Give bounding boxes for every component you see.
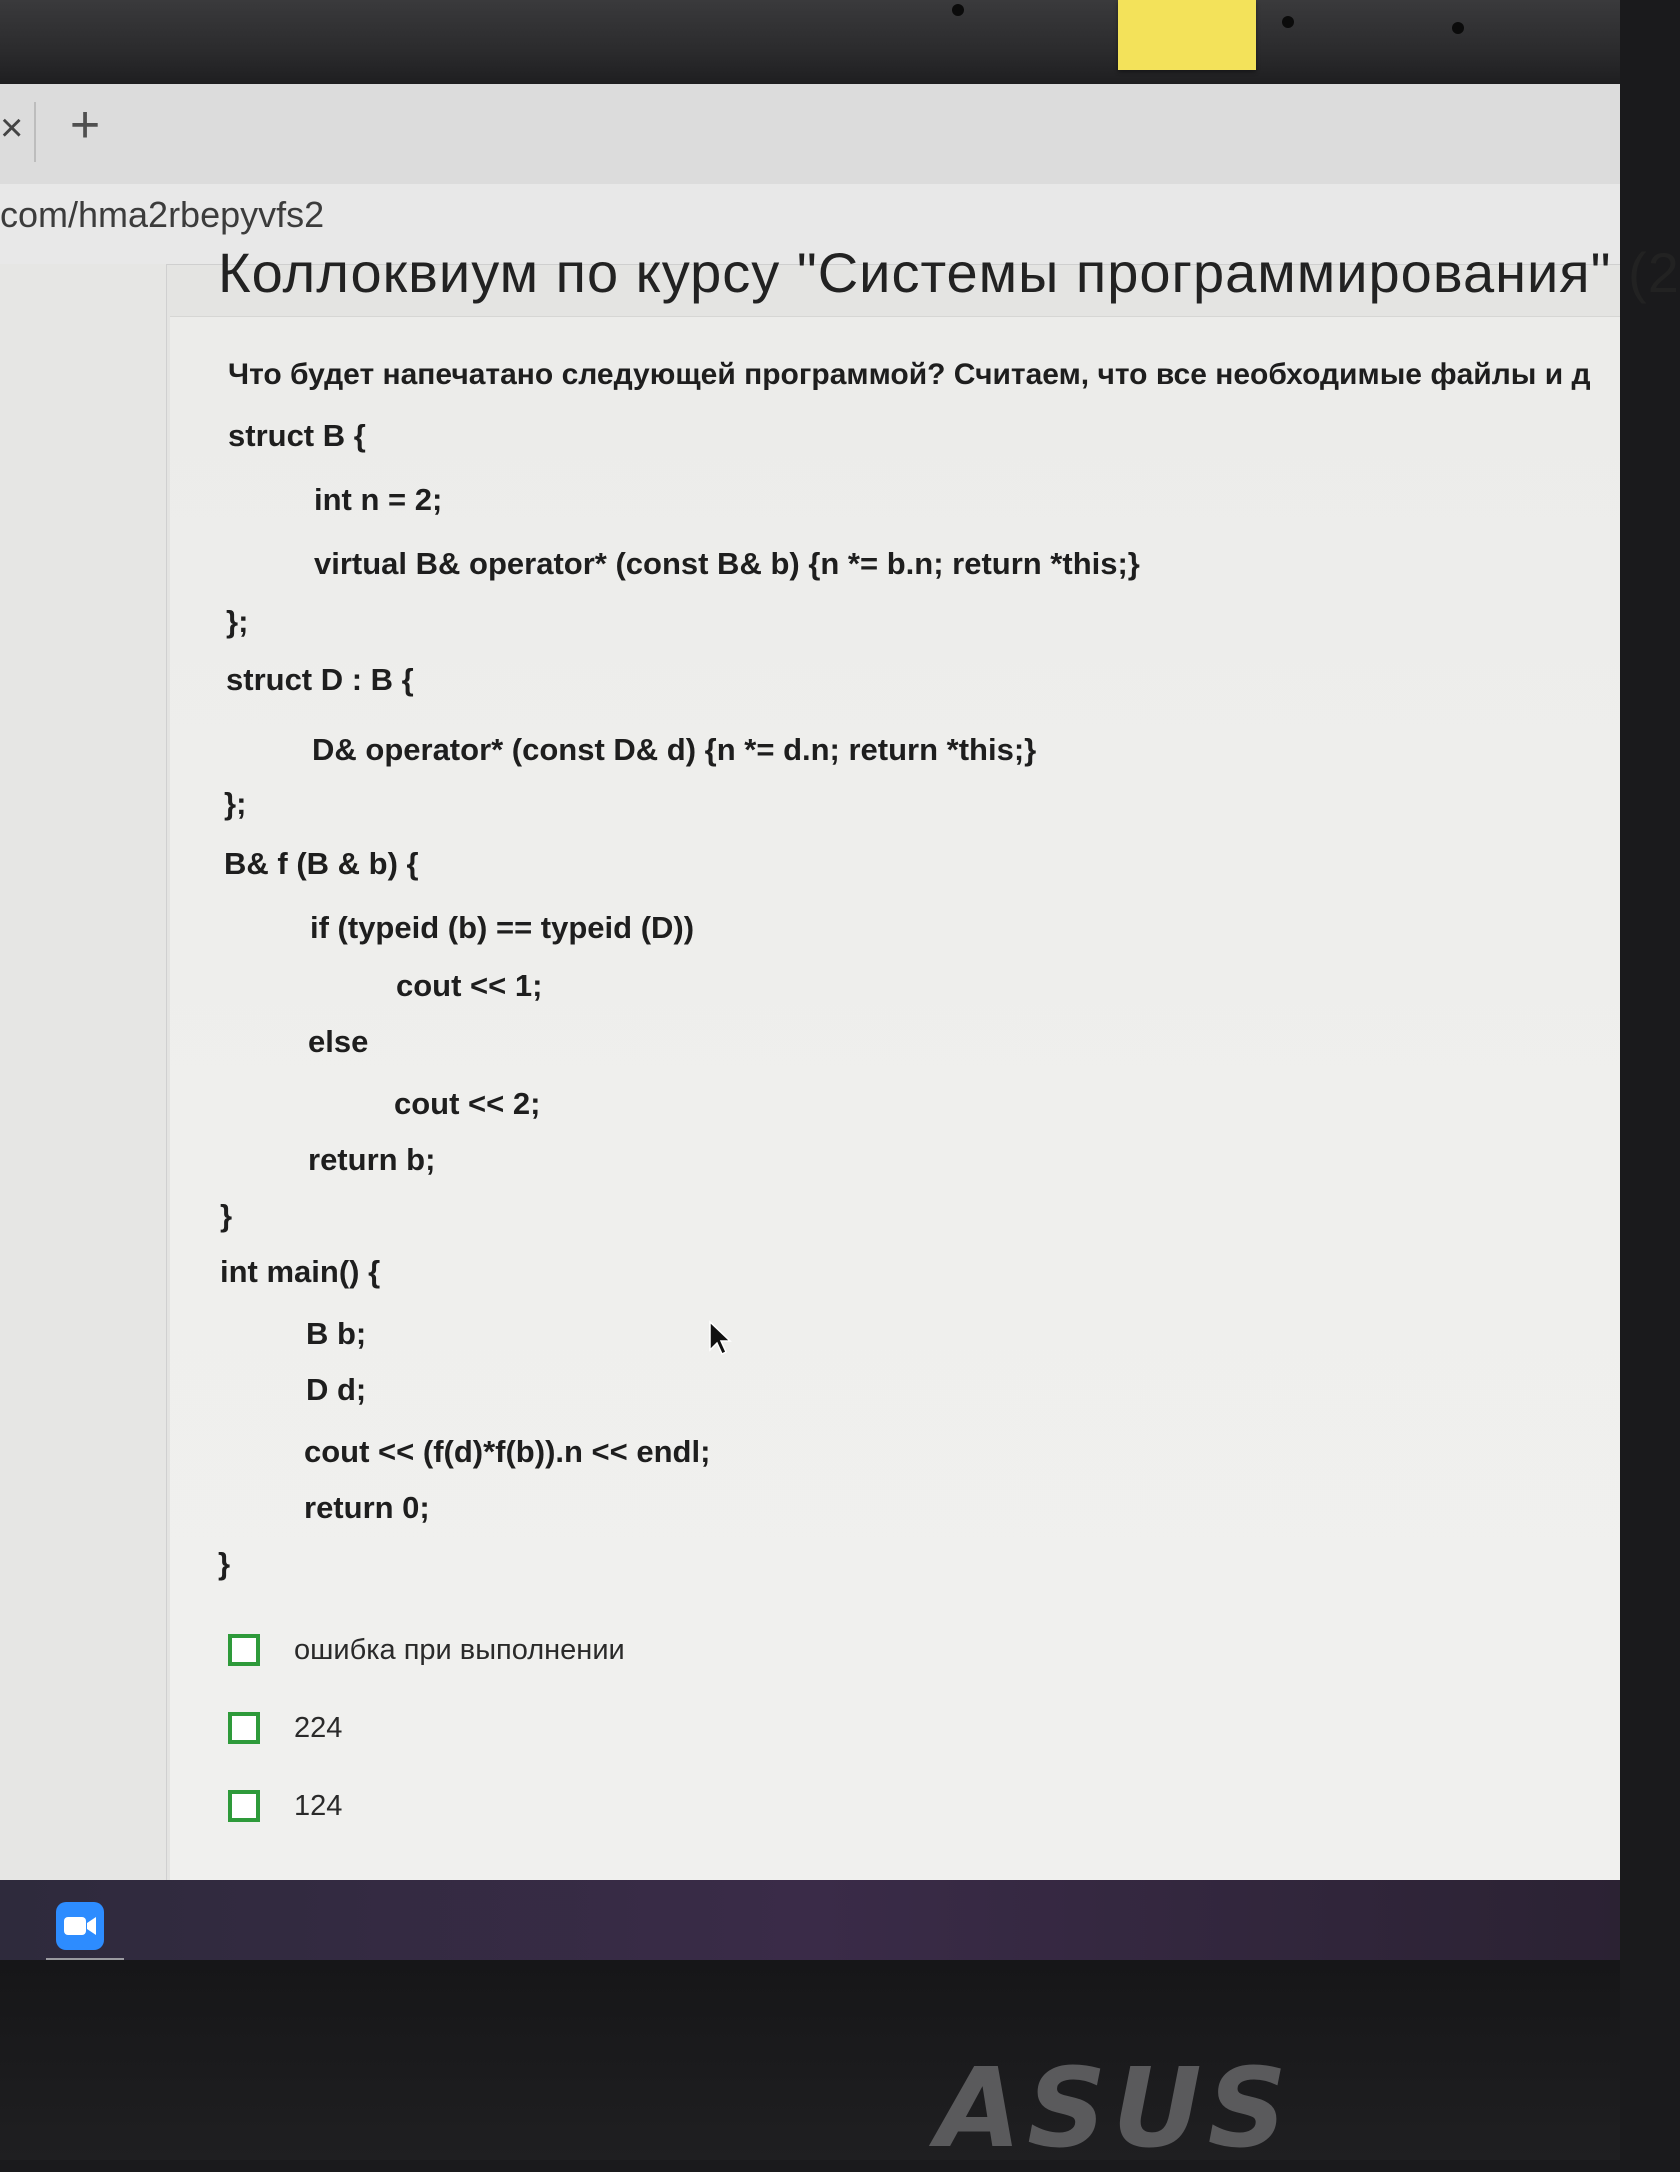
page-title: Коллоквиум по курсу "Системы программирования" (2 <box>218 241 1680 304</box>
code-line: cout << 1; <box>396 968 543 1003</box>
mouse-cursor-icon <box>708 1320 732 1356</box>
bezel-dot-2 <box>1282 16 1294 28</box>
code-line: virtual B& operator* (const B& b) {n *= b.n; return *this;} <box>314 546 1140 581</box>
url-text[interactable]: com/hma2rbepyvfs2 <box>0 194 325 235</box>
brand-logo: ASUS <box>936 2044 1293 2172</box>
tab-close-icon[interactable]: × <box>0 106 24 150</box>
new-tab-button[interactable]: + <box>69 96 101 154</box>
code-line: D& operator* (const D& d) {n *= d.n; return *this;} <box>312 732 1037 767</box>
taskbar <box>0 1880 1620 1960</box>
code-line: else <box>308 1024 369 1059</box>
left-side-panel <box>0 264 167 1964</box>
code-line: if (typeid (b) == typeid (D)) <box>310 910 695 945</box>
browser-tab-bar <box>0 84 1620 185</box>
laptop-bezel-top <box>0 0 1620 90</box>
code-line: struct D : B { <box>226 662 414 697</box>
answer-checkbox[interactable] <box>228 1790 260 1822</box>
laptop-bezel-bottom <box>0 1960 1620 2160</box>
code-line: int n = 2; <box>314 482 443 517</box>
code-line: int main() { <box>220 1254 381 1289</box>
bezel-dot-1 <box>952 4 964 16</box>
zoom-video-icon[interactable] <box>56 1902 104 1950</box>
code-line: cout << 2; <box>394 1086 541 1121</box>
code-line: struct B { <box>228 418 366 453</box>
code-line: cout << (f(d)*f(b)).n << endl; <box>304 1434 711 1469</box>
code-line: } <box>218 1546 231 1581</box>
code-line: B b; <box>306 1316 367 1351</box>
code-line: D d; <box>306 1372 367 1407</box>
answer-label: 124 <box>294 1790 343 1822</box>
code-line: B& f (B & b) { <box>224 846 419 881</box>
answer-checkbox[interactable] <box>228 1634 260 1666</box>
answer-label: ошибка при выполнении <box>294 1634 625 1666</box>
code-line: }; <box>224 786 247 821</box>
code-line: }; <box>226 604 249 639</box>
answer-label: 224 <box>294 1712 343 1744</box>
code-line: return b; <box>308 1142 436 1177</box>
code-line: return 0; <box>304 1490 430 1525</box>
code-line: } <box>220 1198 233 1233</box>
sticky-note <box>1118 0 1256 70</box>
answer-checkbox[interactable] <box>228 1712 260 1744</box>
question-text: Что будет напечатано следующей программой? Считаем, что все необходимые файлы и д <box>228 358 1591 391</box>
tab-separator <box>34 102 36 162</box>
bezel-dot-3 <box>1452 22 1464 34</box>
